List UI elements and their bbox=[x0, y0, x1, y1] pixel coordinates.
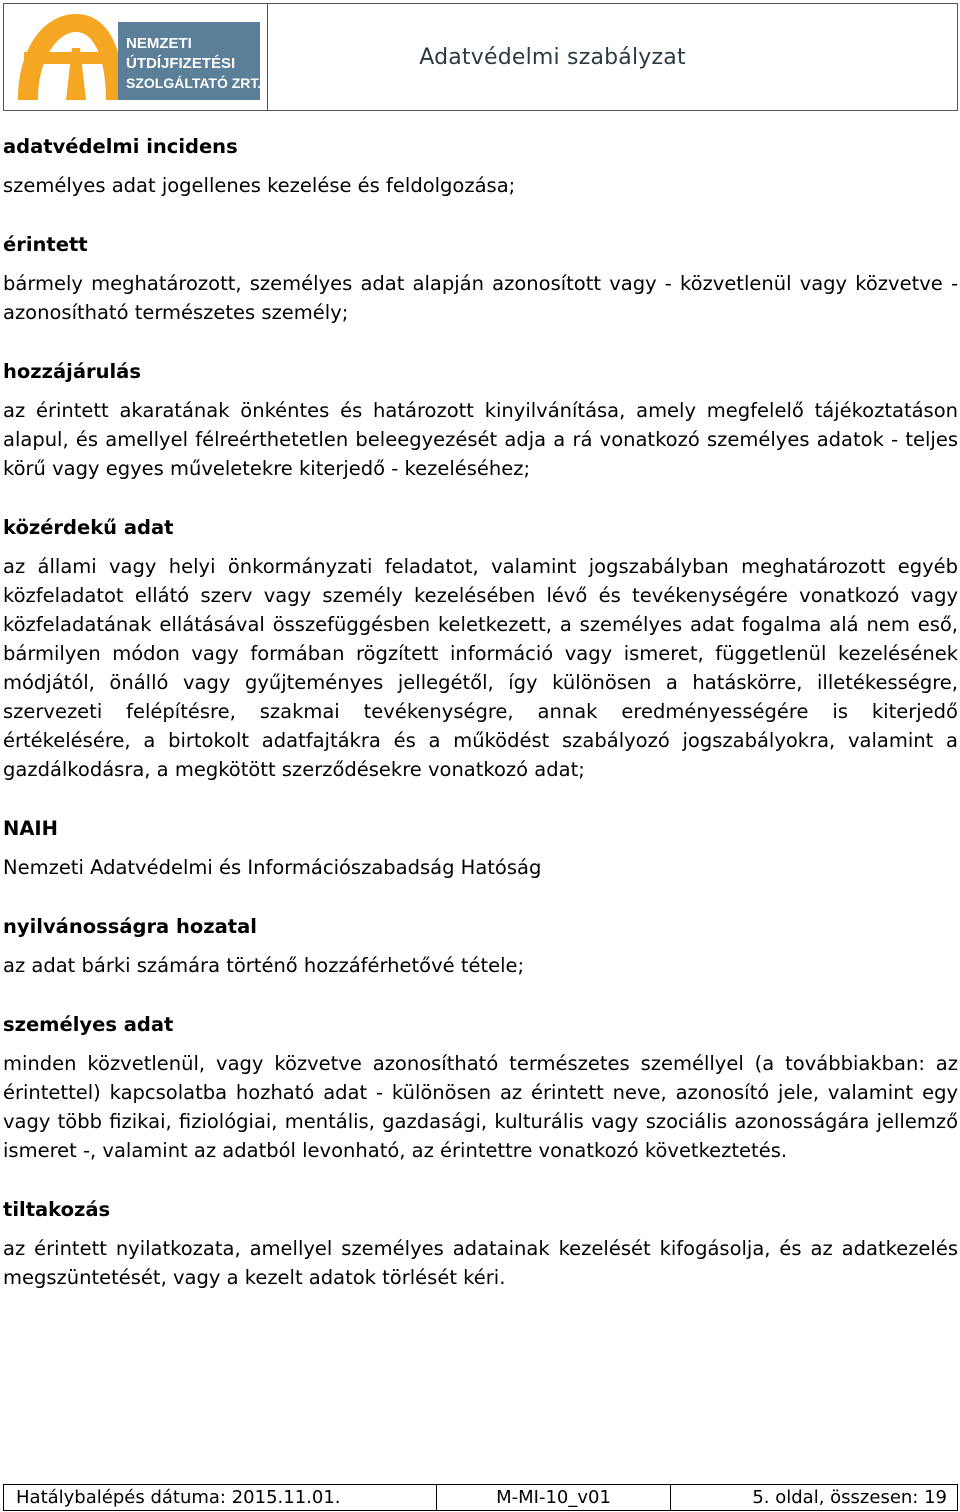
definition-term: adatvédelmi incidens bbox=[3, 135, 238, 158]
definition-entry bbox=[3, 1195, 958, 1292]
definition-term: közérdekű adat bbox=[3, 516, 174, 539]
definition-text: bármely meghatározott, személyes adat alapján azonosított vagy - közvetlenül vagy közvetve - azonosítható természetes személy; bbox=[3, 272, 958, 324]
page-number: 5. oldal, összesen: 19 bbox=[752, 1487, 947, 1508]
definition-text: az érintett akaratának önkéntes és határozott kinyilvánítása, amely megfelelő tájékoztatáson alapul, és amellyel félreérthetetlen beleegyezését adja a rá vonatkozó személyes adatok - teljes körű vagy egyes műveletekre kiterjedő - kezeléséhez; bbox=[3, 399, 958, 480]
definition-entry bbox=[3, 132, 958, 200]
definition-entry bbox=[3, 814, 958, 882]
logo-text-line-3: SZOLGÁLTATÓ ZRT. bbox=[126, 75, 262, 91]
logo-text-line-1: NEMZETI bbox=[126, 35, 192, 52]
definition-text: személyes adat jogellenes kezelése és feldolgozása; bbox=[3, 174, 516, 197]
company-logo bbox=[14, 8, 264, 108]
definition-entry bbox=[3, 1010, 958, 1165]
page-footer bbox=[3, 1484, 958, 1511]
logo-cell bbox=[4, 4, 268, 110]
document-title: Adatvédelmi szabályzat bbox=[419, 44, 686, 70]
definition-text: az adat bárki számára történő hozzáférhetővé tétele; bbox=[3, 954, 525, 977]
definition-term: érintett bbox=[3, 233, 88, 256]
effective-date: Hatálybalépés dátuma: 2015.11.01. bbox=[4, 1485, 437, 1510]
definition-term: hozzájárulás bbox=[3, 360, 141, 383]
definition-entry bbox=[3, 912, 958, 980]
definition-entry bbox=[3, 357, 958, 483]
definition-entry bbox=[3, 230, 958, 327]
title-cell bbox=[268, 4, 957, 110]
document-code: M-MI-10_v01 bbox=[437, 1485, 671, 1510]
definition-entry bbox=[3, 513, 958, 784]
definition-text: az érintett nyilatkozata, amellyel személyes adatainak kezelését kifogásolja, és az adatkezelés megszüntetését, vagy a kezelt adatok törlését kéri. bbox=[3, 1237, 958, 1289]
page-header bbox=[3, 3, 958, 111]
definition-text: az állami vagy helyi önkormányzati feladatot, valamint jogszabályban meghatározott egyéb közfeladatot ellátó szerv vagy személy kezelésében lévő és tevékenységére vonatkozó vagy közfeladatának ellátásával összefüggésben keletkezett, a személyes adat fogalma alá nem eső, bármilyen módon vagy formában rögzített információ vagy ismeret, függetlenül kezelésének módjától, önálló vagy gyűjteményes jellegétől, így különösen a hatáskörre, illetékességre, szervezeti felépítésre, szakmai tevékenységre, annak eredményességére is kiterjedő értékelésére, a birtokolt adatfajtákra és a működést szabályozó jogszabályokra, valamint a gazdálkodásra, a megkötött szerződésekre vonatkozó adat; bbox=[3, 555, 958, 781]
logo-text-line-2: ÚTDÍJFIZETÉSI bbox=[126, 55, 236, 72]
definition-term: nyilvánosságra hozatal bbox=[3, 915, 257, 938]
definition-term: tiltakozás bbox=[3, 1198, 111, 1221]
definition-term: NAIH bbox=[3, 817, 58, 840]
definitions-list bbox=[3, 132, 958, 1322]
definition-text: minden közvetlenül, vagy közvetve azonosítható természetes személlyel (a továbbiakban: az érintettel) kapcsolatba hozható adat - különösen az érintett neve, azonosító jele, valamint egy vagy több fizikai, fiziológiai, mentális, gazdasági, kulturális vagy szociális azonosságára jellemző ismeret -, valamint az adatból levonható, az érintettre vonatkozó következtetés. bbox=[3, 1052, 958, 1162]
definition-text: Nemzeti Adatvédelmi és Információszabadság Hatóság bbox=[3, 856, 542, 879]
definition-term: személyes adat bbox=[3, 1013, 174, 1036]
